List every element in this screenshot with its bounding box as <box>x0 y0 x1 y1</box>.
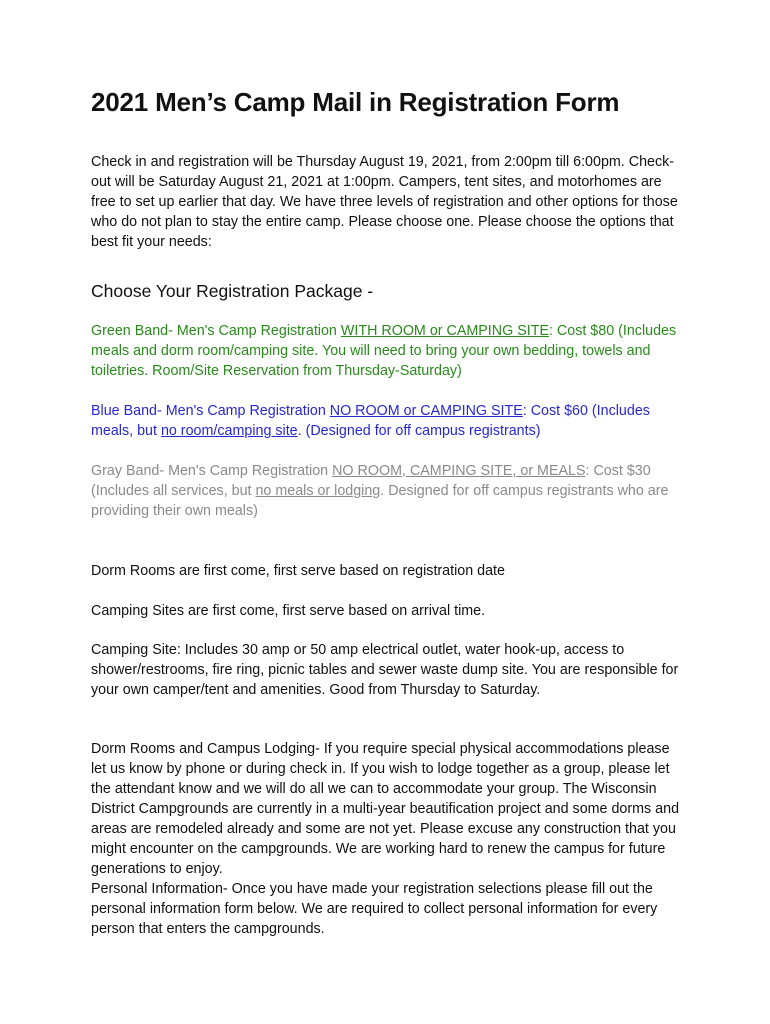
green-band-lead: Green Band- Men's Camp Registration <box>91 323 341 339</box>
blue-band-mid: : Cost $60 (Includes meals, but <box>91 403 650 439</box>
gray-band-emphasis: NO ROOM, CAMPING SITE, or MEALS <box>332 463 586 479</box>
green-band-emphasis: WITH ROOM or CAMPING SITE <box>340 323 549 339</box>
green-band-details: : Cost $80 (Includes meals and dorm room/camping site. You will need to bring your own bedding, towels and toiletries. Room/Site Reservation from Thursday-Saturday) <box>91 323 677 379</box>
gray-band-option <box>91 461 688 521</box>
gray-band-emphasis-2: no meals or lodging <box>255 483 381 499</box>
camping-sites-note: Camping Sites are first come, first serve based on arrival time. <box>91 603 486 619</box>
gray-band-details: . Designed for off campus registrants who are providing their own meals) <box>91 483 669 519</box>
package-heading: Choose Your Registration Package - <box>91 281 374 301</box>
dorm-lodging-paragraph: Dorm Rooms and Campus Lodging- If you require special physical accommodations please let us know by phone or during check in. If you wish to lodge together as a group, please let the attendant know and we will do all we can to accommodate your group. The Wisconsin District Campgrounds are currently in a multi-year beautification project and some dorms and areas are remodeled already and some are not yet. Please excuse any construction that you might encounter on the campgrounds. We are working hard to renew the campus for future generations to enjoy. <box>91 741 680 877</box>
gray-band-mid: : Cost $30 (Includes all services, but <box>91 463 651 499</box>
page-title: 2021 Men’s Camp Mail in Registration Form <box>91 87 620 117</box>
green-band-option <box>91 321 688 381</box>
gray-band-lead: Gray Band- Men's Camp Registration <box>91 463 333 479</box>
blue-band-details: . (Designed for off campus registrants) <box>297 423 541 439</box>
blue-band-emphasis-2: no room/camping site <box>160 423 298 439</box>
camping-site-paragraph: Camping Site: Includes 30 amp or 50 amp electrical outlet, water hook-up, access to shower/restrooms, fire ring, picnic tables and sewer waste dump site. You are responsible for your own camper/tent and amenities. Good from Thursday to Saturday. <box>91 642 679 698</box>
personal-info-paragraph: Personal Information- Once you have made your registration selections please fill out the personal information form below. We are required to collect personal information for every person that enters the campgrounds. <box>91 881 658 937</box>
blue-band-option <box>91 401 688 441</box>
blue-band-emphasis: NO ROOM or CAMPING SITE <box>329 403 523 419</box>
blue-band-lead: Blue Band- Men's Camp Registration <box>91 403 330 419</box>
intro-paragraph: Check in and registration will be Thursday August 19, 2021, from 2:00pm till 6:00pm. Check-out will be Saturday August 21, 2021 at 1:00pm. Campers, tent sites, and motorhomes are free to set up earlier that day. We have three levels of registration and other options for those who do not plan to stay the entire camp. Please choose one. Please choose the options that best fit your needs: <box>91 154 678 250</box>
dorm-rooms-note: Dorm Rooms are first come, first serve based on registration date <box>91 563 505 579</box>
